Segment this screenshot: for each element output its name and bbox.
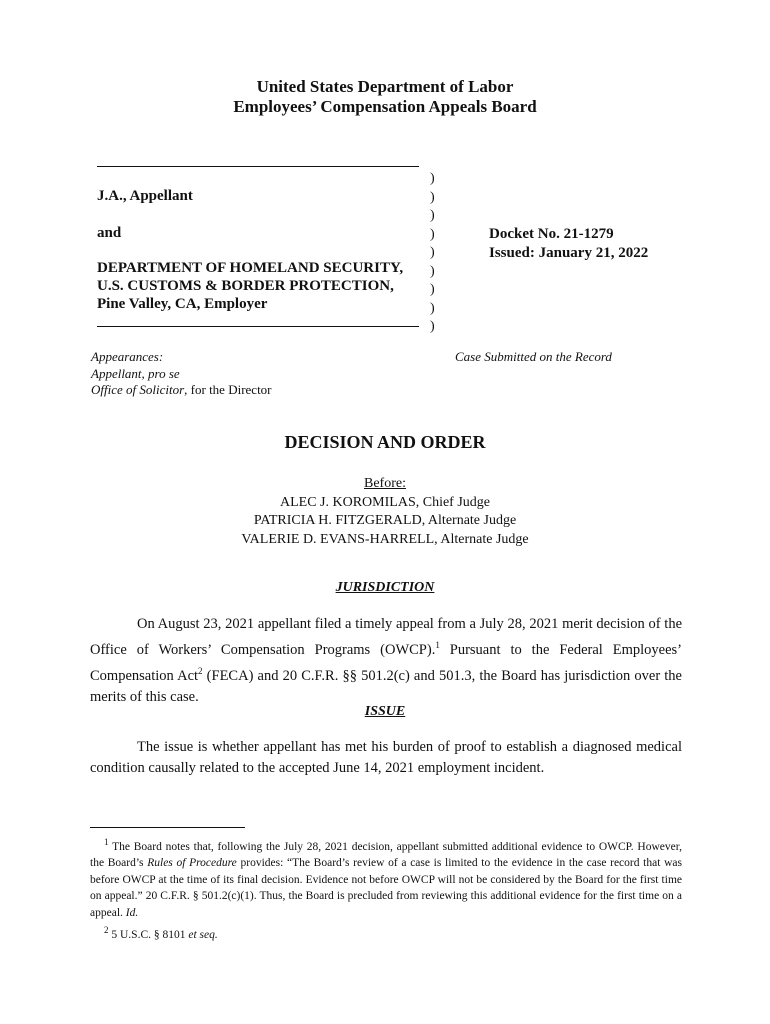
docket-block — [489, 225, 648, 263]
decision-title: DECISION AND ORDER — [284, 432, 486, 452]
footnote-1-text-b: provides: “The Board’s review of a case is limited to the evidence in the case record that was before OWCP at the time of its final decision. Evidence not before OWCP will not be considered by the Board for the first time on appeal.” 20 C.F.R. § 501.2(c)(1). Thus, the Board is precluded from reviewing this additional evidence for the first time on a appeal. — [90, 857, 683, 919]
board-title: Employees’ Compensation Appeals Board — [233, 97, 537, 116]
caption-and: and — [97, 225, 122, 241]
caption-bottom-rule — [97, 326, 419, 327]
paren: ) — [430, 189, 435, 205]
footnote-1-id: Id. — [125, 906, 139, 919]
issued-date: Issued: January 21, 2022 — [489, 245, 649, 261]
footnote-1 — [90, 834, 682, 921]
paren: ) — [430, 300, 435, 316]
paren: ) — [430, 226, 435, 242]
before-label: Before: — [364, 476, 406, 491]
footnote-2-text: 5 U.S.C. § 8101 — [108, 928, 189, 941]
director-appearance — [91, 382, 272, 399]
appellant-name: J.A., Appellant — [97, 188, 193, 204]
solicitor-office: Office of Solicitor — [91, 382, 185, 397]
footnote-1-mark: 1 — [104, 837, 109, 847]
judges-panel — [0, 475, 770, 549]
issue-heading: ISSUE — [364, 704, 406, 719]
caption-top-rule — [97, 166, 419, 167]
judge-1: ALEC J. KOROMILAS, Chief Judge — [280, 494, 490, 510]
jurisdiction-text-b: Pursuant to the Federal Employees’ Compensation Act — [90, 641, 683, 684]
judge-2: PATRICIA H. FITZGERALD, Alternate Judge — [253, 513, 517, 528]
footnote-2-mark: 2 — [104, 925, 109, 935]
solicitor-role: , for the Director — [184, 382, 272, 397]
footnote-rule — [90, 827, 245, 828]
paren: ) — [430, 208, 435, 223]
employer-line1: DEPARTMENT OF HOMELAND SECURITY, — [97, 260, 404, 276]
paren: ) — [430, 171, 435, 186]
appearances — [91, 349, 272, 399]
footnote-2 — [90, 922, 682, 943]
footnote-2-etseq: et seq. — [188, 928, 218, 941]
jurisdiction-text-a: On August 23, 2021 appellant filed a timely appeal from a July 28, 2021 merit decision of the Office of Workers’ Compensation Programs (OWCP). — [90, 616, 682, 658]
case-submitted: Case Submitted on the Record — [455, 349, 612, 364]
footnote-ref-1[interactable]: 1 — [435, 640, 440, 650]
appearances-label: Appearances: — [91, 349, 164, 364]
judge-3: VALERIE D. EVANS-HARRELL, Alternate Judge — [241, 531, 529, 547]
footnote-1-rules: Rules of Procedure — [147, 857, 237, 870]
employer-line3: Pine Valley, CA, Employer — [97, 296, 268, 312]
docket-number: Docket No. 21-1279 — [489, 226, 614, 242]
paren: ) — [430, 245, 435, 260]
footnote-ref-2[interactable]: 2 — [198, 665, 203, 676]
issue-paragraph: The issue is whether appellant has met his burden of proof to establish a diagnosed medical condition causally related to the accepted June 14, 2021 employment incident. — [90, 739, 682, 776]
jurisdiction-text-c: (FECA) and 20 C.F.R. §§ 501.2(c) and 501.3, the Board has jurisdiction over the merits of this case. — [90, 667, 682, 705]
caption-parens — [430, 170, 435, 337]
paren: ) — [430, 263, 435, 279]
jurisdiction-paragraph — [90, 614, 682, 708]
paren: ) — [430, 282, 435, 297]
footnote-1-text-a: The Board notes that, following the July 28, 2021 decision, appellant submitted additional evidence to OWCP. However, the Board’s — [90, 840, 682, 870]
jurisdiction-heading: JURISDICTION — [335, 580, 435, 595]
agency-title: United States Department of Labor — [256, 77, 514, 96]
appellant-appearance: Appellant, pro se — [91, 365, 180, 381]
employer-line2: U.S. CUSTOMS & BORDER PROTECTION, — [97, 278, 394, 294]
paren: ) — [430, 319, 435, 334]
